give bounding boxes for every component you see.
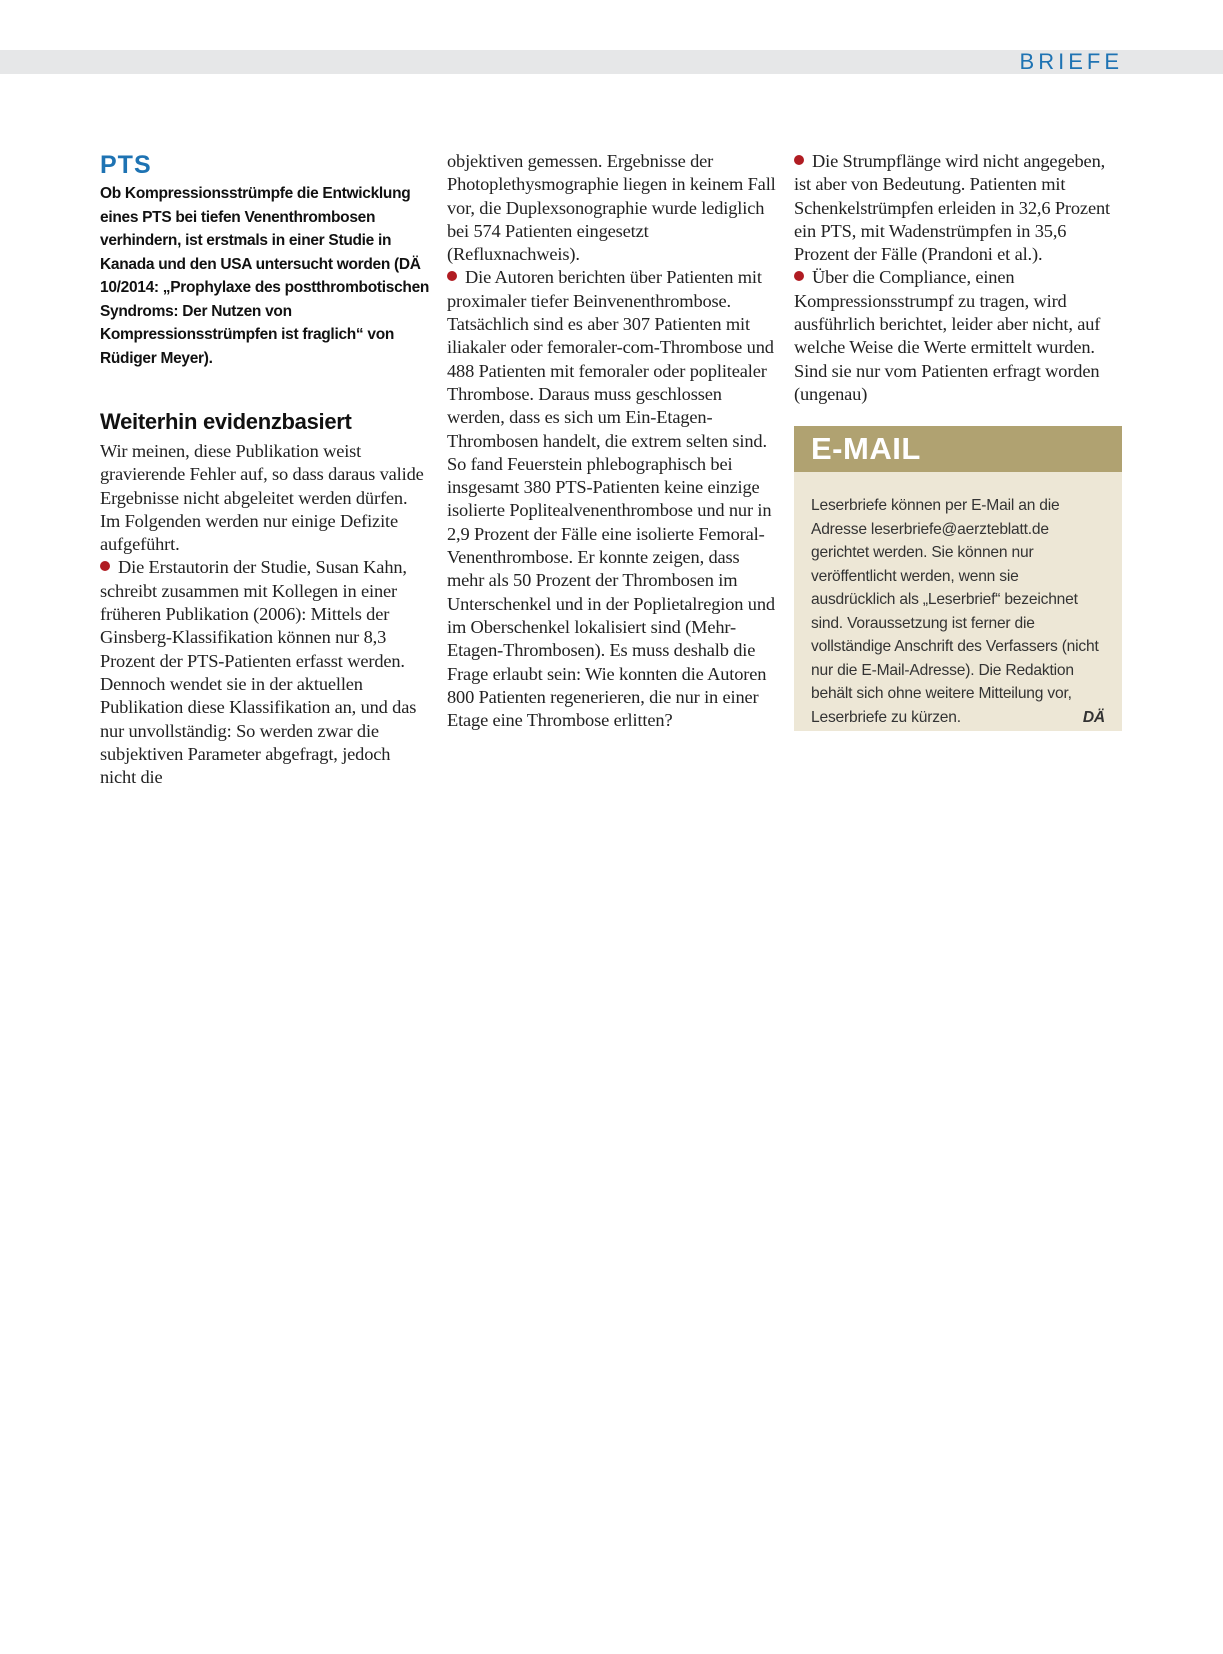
bullet-item	[794, 150, 1124, 266]
column-2	[447, 150, 777, 732]
bullet-item	[100, 556, 430, 789]
article-body-part-3	[794, 150, 1124, 406]
bullet-item	[447, 266, 777, 732]
bullet-text: Über die Compliance, einen Kompressionsstrumpf zu tragen, wird ausführlich berichtet, leider aber nicht, auf welche Weise die Werte ermittelt wurden. Sind sie nur vom Patienten erfragt worden (ungenau)	[794, 267, 1101, 404]
article-intro: Ob Kompressionsstrümpfe die Entwicklung eines PTS bei tiefen Venenthrombosen verhindern, ist erstmals in einer Studie in Kanada und den USA untersucht worden (DÄ 10/2014: „Prophylaxe des postthrombotischen Syndroms: Der Nutzen von Kompressionsstrümpfen ist fraglich“ von Rüdiger Meyer).	[100, 185, 430, 367]
bullet-icon	[447, 271, 457, 281]
paragraph: Wir meinen, diese Publikation weist gravierende Fehler auf, so dass daraus valide Ergebnisse nicht abgeleitet werden dürfen. Im Folgenden werden nur einige Defizite aufgeführt.	[100, 441, 424, 555]
bullet-text: Die Strumpflänge wird nicht angegeben, ist aber von Bedeutung. Patienten mit Schenkelstrümpfen erleiden in 32,6 Prozent ein PTS, mit Wadenstrümpfen in 35,6 Prozent der Fälle (Prandoni et al.).	[794, 151, 1110, 265]
email-box-body	[794, 472, 1122, 729]
email-info-box	[794, 426, 1122, 731]
bullet-icon	[100, 561, 110, 571]
email-box-signature: DÄ	[1082, 708, 1105, 726]
column-3	[794, 150, 1124, 406]
bullet-text: Die Erstautorin der Studie, Susan Kahn, schreibt zusammen mit Kollegen in einer früheren Publikation (2006): Mittels der Ginsberg-Klassifikation können nur 8,3 Prozent der PTS-Patienten erfasst werden. Dennoch wendet sie in der aktuellen Publikation diese Klassifikation an, und das nur unvollständig: So werden zwar die subjektiven Parameter abgefragt, jedoch nicht die	[100, 557, 417, 788]
bullet-continuation	[447, 150, 777, 266]
bullet-icon	[794, 155, 804, 165]
article-headline: Weiterhin evidenzbasiert	[100, 409, 352, 434]
article-body-part-1	[100, 440, 430, 789]
section-label: BRIEFE	[1019, 49, 1123, 74]
bullet-text: Die Autoren berichten über Patienten mit proximaler tiefer Beinvenenthrombose. Tatsächlich sind es aber 307 Patienten mit iliakaler oder femoraler-com-Thrombose und 488 Patienten mit femoraler oder poplitealer Thrombose. Daraus muss geschlossen werden, dass es sich um Ein-Etagen-Thrombosen handelt, die extrem selten sind. So fand Feuerstein phlebographisch bei insgesamt 380 PTS-Patienten keine einzige isolierte Poplitealvenenthrombose und nur in 2,9 Prozent der Fälle eine isolierte Femoral-Venenthrombose. Er konnte zeigen, dass mehr als 50 Prozent der Thrombosen im Unterschenkel und in der Poplietalregion und im Oberschenkel lokalisiert sind (Mehr-Etagen-Thrombosen). Es muss deshalb die Frage erlaubt sein: Wie konnten die Autoren 800 Patienten regenerieren, die nur in einer Etage eine Thrombose erlitten?	[447, 267, 775, 731]
email-box-text: Leserbriefe können per E-Mail an die Adresse leserbriefe@aerzteblatt.de gerichtet werden. Sie können nur veröffentlicht werden, wenn sie ausdrücklich als „Leserbrief“ bezeichnet sind. Voraussetzung ist ferner die vollständige Anschrift des Verfassers (nicht nur die E-Mail-Adresse). Die Redaktion behält sich ohne weitere Mitteilung vor, Leserbriefe zu kürzen.	[811, 497, 1099, 726]
column-1	[100, 150, 430, 789]
article-body-part-2	[447, 150, 777, 732]
article-kicker: PTS	[100, 151, 152, 179]
bullet-text: objektiven gemessen. Ergebnisse der Photoplethysmographie liegen in keinem Fall vor, die Duplexsonographie wurde lediglich bei 574 Patienten eingesetzt (Refluxnachweis).	[447, 151, 776, 265]
bullet-icon	[794, 271, 804, 281]
email-box-title: E-MAIL	[794, 426, 1122, 472]
bullet-item	[794, 266, 1124, 406]
